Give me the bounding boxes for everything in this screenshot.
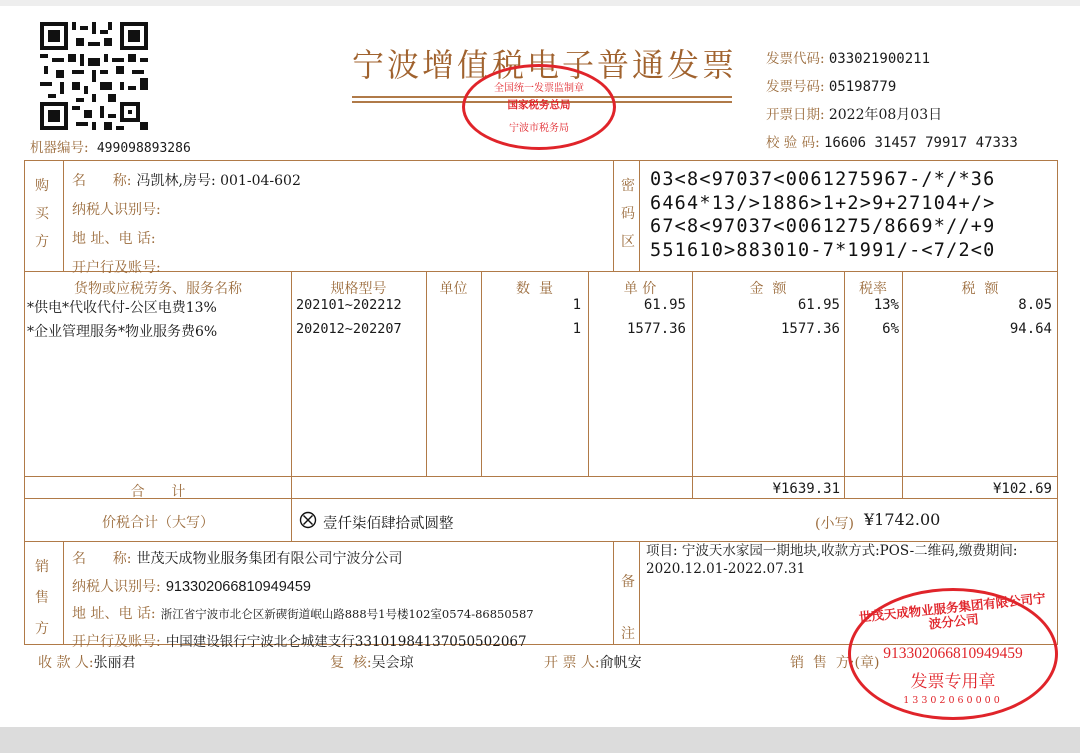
drawer-label: 开 票 人:	[544, 655, 600, 671]
code-value: 033021900211	[828, 51, 931, 67]
top-bar	[0, 0, 1080, 6]
subtotal-tax: ¥102.69	[992, 481, 1052, 497]
cipher-side-char: 码	[621, 206, 635, 222]
payee-name: 张丽君	[93, 655, 136, 671]
buyer-taxid-label: 纳税人识别号:	[72, 202, 161, 218]
reviewer-name: 吴会琼	[371, 655, 414, 671]
buyer-bank-label: 开户行及账号:	[72, 260, 161, 276]
remarks-side-char: 注	[621, 626, 635, 642]
invoice-title: 宁波增值税电子普通发票	[352, 46, 738, 84]
cipher-line: 67<8<97037<0061275/8669*//+9	[650, 216, 996, 237]
seller-invoice-stamp	[848, 588, 1058, 720]
vline-remarks-label	[639, 541, 640, 645]
tax-stamp-top: 全国统一发票监制章	[494, 83, 584, 94]
col-header-amount: 金 额	[749, 281, 787, 297]
tax-bureau-stamp	[462, 64, 616, 150]
col-header-qty: 数 量	[516, 281, 553, 297]
buyer-addr-label: 地 址、电 话:	[72, 231, 156, 247]
buyer-side-label	[32, 172, 52, 256]
cipher-side-char: 区	[621, 234, 635, 250]
buyer-info	[72, 166, 301, 282]
reviewer-label: 复 核:	[330, 655, 372, 671]
total-in-words: 壹仟柒佰肆拾贰圆整	[323, 516, 454, 532]
col-header-unit: 单位	[439, 281, 468, 297]
subtotal-amount: ¥1639.31	[772, 481, 840, 497]
seller-taxid-label: 纳税人识别号:	[72, 578, 161, 595]
tax-stamp-bottom: 宁波市税务局	[509, 123, 569, 134]
item-rate: 13%	[873, 297, 899, 313]
tax-stamp-middle: 国家税务总局	[507, 99, 571, 111]
cipher-line: 551610>883010-7*1991/-<7/2<0	[650, 239, 996, 261]
vline-seller-side	[63, 541, 64, 645]
seller-stamp-top: 世茂天成物业服务集团有限公司宁波分公司	[858, 590, 1047, 632]
col-header-rate: 税率	[859, 281, 887, 297]
item-name: *企业管理服务*物业服务费6%	[27, 324, 218, 340]
col-header-price: 单 价	[623, 281, 657, 297]
machine-number-value: 499098893286	[96, 141, 191, 156]
cipher-line: 03<8<97037<0061275967-/*/*36	[650, 169, 996, 190]
seller-info	[72, 545, 534, 655]
circled-x-icon	[299, 511, 317, 529]
item-tax: 8.05	[1018, 297, 1052, 313]
seller-stamp-title: 发票专用章	[910, 672, 996, 692]
number-label: 发票号码:	[766, 79, 825, 95]
date-value: 2022年08月03日	[828, 107, 943, 123]
col-header-spec: 规格型号	[330, 281, 387, 297]
seller-bank: 中国建设银行宁波北仑城建支行33101984137050502067	[165, 633, 527, 650]
vline-remarks-left	[613, 541, 614, 645]
remarks-text: 项目: 宁波天水家园一期地块,收款方式:POS-二维码,缴费期间: 2020.12.01-2022.07.31	[646, 543, 1018, 577]
item-qty: 1	[572, 297, 581, 313]
item-spec: 202101~202212	[296, 297, 402, 313]
footer-reviewer	[330, 652, 414, 672]
seller-taxid: 913302066810949459	[165, 578, 311, 595]
total-small-value: ¥1742.00	[864, 510, 941, 529]
machine-number	[30, 136, 191, 156]
subtotal-label: 合 计	[130, 484, 186, 500]
item-qty: 1	[572, 321, 581, 337]
item-amount: 1577.36	[780, 321, 840, 337]
vline-cipher-label	[639, 161, 640, 271]
check-value: 16606 31457 79917 47333	[823, 135, 1018, 151]
seller-side-label	[32, 552, 52, 645]
seller-stamp-bottom: 13302060000	[903, 695, 1003, 706]
buyer-name: 冯凯林,房号: 001-04-602	[136, 173, 301, 189]
remarks-side-label	[618, 556, 638, 660]
col-header-tax: 税 额	[961, 281, 999, 297]
bottom-bar	[0, 727, 1080, 753]
seller-seal-label: 销 售 方:(章)	[790, 655, 880, 671]
footer-drawer	[544, 652, 642, 672]
cipher-side-label	[618, 172, 638, 256]
seller-name-label: 名 称:	[72, 551, 132, 567]
buyer-side-char: 购	[35, 178, 49, 194]
date-label: 开票日期:	[766, 107, 825, 123]
vline-spec	[291, 271, 292, 498]
qr-code	[40, 22, 148, 130]
total-small-label: (小写)	[815, 516, 854, 532]
code-label: 发票代码:	[766, 51, 825, 67]
item-price: 61.95	[643, 297, 686, 313]
vline-total	[291, 498, 292, 541]
cipher-text	[650, 168, 995, 262]
item-spec: 202012~202207	[296, 321, 402, 337]
seller-side-char: 销	[35, 559, 49, 575]
item-name: *供电*代收代付-公区电费13%	[27, 300, 217, 316]
item-rate: 6%	[882, 321, 899, 337]
buyer-side-char: 方	[35, 234, 49, 250]
number-value: 05198779	[828, 79, 897, 95]
seller-name: 世茂天成物业服务集团有限公司宁波分公司	[136, 551, 403, 567]
remarks-side-char: 备	[621, 574, 635, 590]
seller-side-char: 售	[35, 590, 49, 606]
machine-number-label: 机器编号:	[30, 140, 89, 156]
footer-payee	[38, 652, 136, 672]
vline-cipher-left	[613, 161, 614, 271]
vline-unit	[426, 271, 427, 476]
item-amount: 61.95	[797, 297, 840, 313]
seller-addr: 浙江省宁波市北仑区新碶街道岷山路888号1号楼102室0574-86850587	[160, 607, 534, 621]
seller-stamp-taxid: 913302066810949459	[883, 645, 1023, 662]
cipher-line: 6464*13/>1886>1+2>9+27104+/>	[650, 192, 996, 214]
col-header-name: 货物或应税劳务、服务名称	[74, 281, 242, 297]
seller-bank-label: 开户行及账号:	[72, 633, 161, 650]
check-label: 校 验 码:	[766, 135, 820, 151]
seller-addr-label: 地 址、电 话:	[72, 606, 156, 622]
cipher-side-char: 密	[621, 178, 635, 194]
seller-side-char: 方	[35, 621, 49, 637]
item-price: 1577.36	[626, 321, 686, 337]
drawer-name: 俞帆安	[599, 655, 642, 671]
item-tax: 94.64	[1009, 321, 1052, 337]
vline-buyer-side	[63, 161, 64, 271]
buyer-name-label: 名 称:	[72, 173, 132, 189]
total-label: 价税合计（大写）	[102, 515, 214, 531]
buyer-side-char: 买	[35, 206, 49, 222]
payee-label: 收 款 人:	[38, 655, 94, 671]
invoice-header-info	[766, 45, 1018, 157]
